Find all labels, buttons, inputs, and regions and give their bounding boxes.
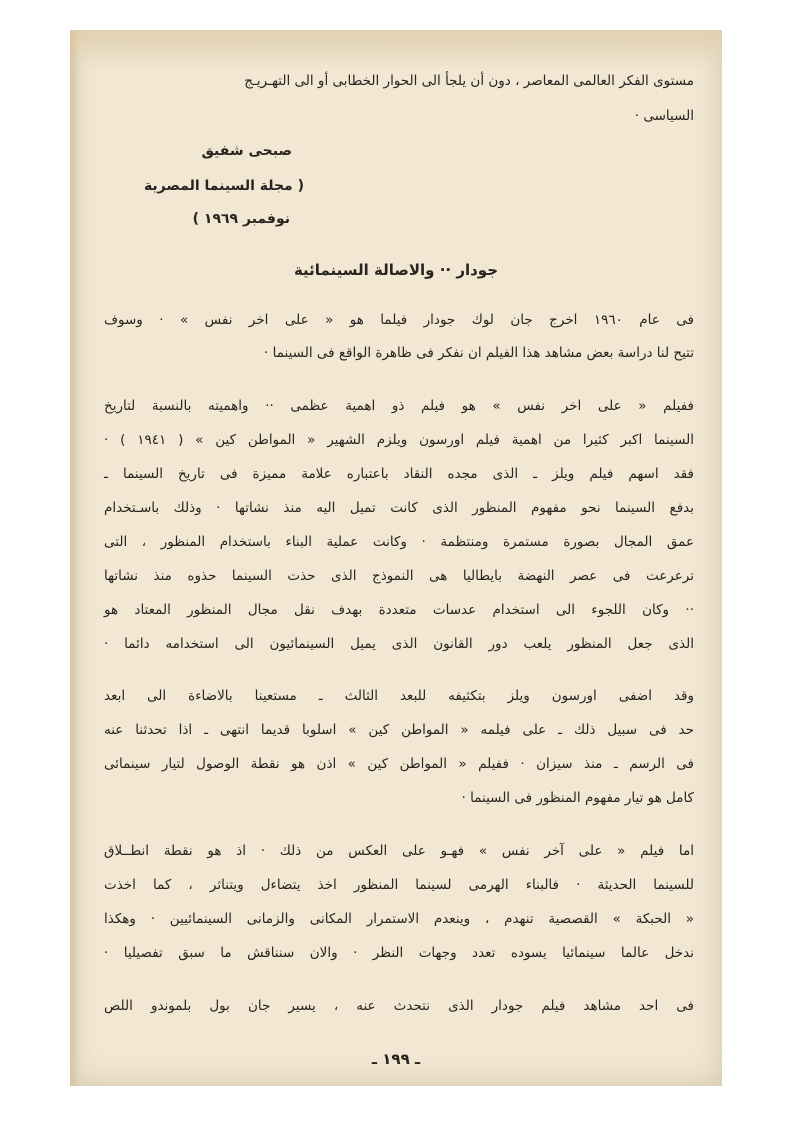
paragraph-2-line-4: بدفع السينما نحو مفهوم المنظور الذى كانت تميل اليه منذ نشاتها · وذلك باسـتخدام	[104, 500, 694, 516]
scanned-page	[70, 30, 722, 1086]
paragraph-2-line-7: ·· وكان اللجوء الى استخدام عدسات متعددة بهدف نقل مجال المنظور المعتاد هو	[104, 602, 694, 618]
paragraph-3-line-3: فى الرسم ـ منذ سيزان · ففيلم « المواطن كين » اذن هو نقطة الوصول لتيار سينمائى	[104, 756, 694, 772]
paragraph-2-line-1: ففيلم « على اخر نفس » هو فيلم ذو اهمية عظمى ·· واهميته بالنسبة لتاريخ	[104, 398, 694, 414]
intro-line-1: مستوى الفكر العالمى المعاصر ، دون أن يلجأ الى الحوار الخطابى أو الى التهـريـج	[244, 73, 694, 89]
paragraph-4-line-3: « الحبكة » القصصية تنهدم ، وينعدم الاستمرار المكانى والزمانى السينمائيين · وهكذا	[104, 911, 694, 927]
paragraph-3-line-2: حد فى سبيل ذلك ـ على فيلمه « المواطن كين » اسلوبا قديما انتهى ـ اذا تحدثنا عنه	[104, 722, 694, 738]
publication-name: ( مجلة السينما المصرية	[143, 178, 304, 194]
paragraph-2-line-2: السينما اكبر كثيرا من اهمية فيلم اورسون ويلزم الشهير « المواطن كين » ( ١٩٤١ ) ·	[104, 432, 695, 448]
publication-date: نوفمبر ١٩٦٩ )	[192, 211, 290, 227]
paragraph-1-line-2: تتيح لنا دراسة بعض مشاهد هذا الفيلم ان نفكر فى ظاهرة الواقع فى السينما ·	[264, 345, 694, 361]
paragraph-2-line-8: الذى جعل المنظور يلعب دور القانون الذى يميل السينمائيون الى استخدامه دائما ·	[104, 636, 694, 652]
paragraph-2-line-3: فقد اسهم فيلم ويلز ـ الذى مجده النقاد باعتباره علامة مميزة فى تاريخ السينما ـ	[104, 466, 694, 482]
paragraph-3-line-1: وقد اضفى اورسون ويلز بتكثيفه للبعد الثالث ـ مستعينا بالاضاءة الى ابعد	[104, 688, 694, 704]
paragraph-5-line-1: فى احد مشاهد فيلم جودار الذى نتحدث عنه ، يسير جان بول بلموندو اللص	[104, 998, 694, 1014]
paragraph-4-line-1: اما فيلم « على آخر نفس » فهـو على العكس من ذلك · اذ هو نقطة انطــلاق	[104, 843, 694, 859]
paragraph-4-line-4: ندخل عالما سينمائيا يسوده تعدد وجهات النظر · والان سنناقش ما سبق تفصيليا ·	[104, 945, 694, 961]
section-title: جودار ·· والاصالة السينمائية	[293, 261, 499, 279]
paragraph-3-line-4: كامل هو تيار مفهوم المنظور فى السينما ·	[461, 790, 694, 806]
paragraph-2-line-6: ترعرعت فى عصر النهضة بايطاليا هى النموذج الذى حذت السينما حذوه منذ نشاتها	[104, 568, 694, 584]
paragraph-1-line-1: فى عام ١٩٦٠ اخرج جان لوك جودار فيلما هو « على اخر نفس » · وسوف	[104, 312, 694, 328]
page-number: ـ ١٩٩ ـ	[371, 1050, 421, 1068]
paragraph-4-line-2: للسينما الحديثة · فالبناء الهرمى لسينما المنظور اخذ يتضاءل ويتناثر ، كما اخذت	[104, 877, 694, 893]
paragraph-2-line-5: عمق المجال بصورة مستمرة ومنتظمة · وكانت عملية البناء باستخدام المنظور ، التى	[104, 534, 694, 550]
intro-line-2: السياسى ·	[634, 108, 694, 124]
author-name: صبحى شفيق	[201, 143, 292, 159]
